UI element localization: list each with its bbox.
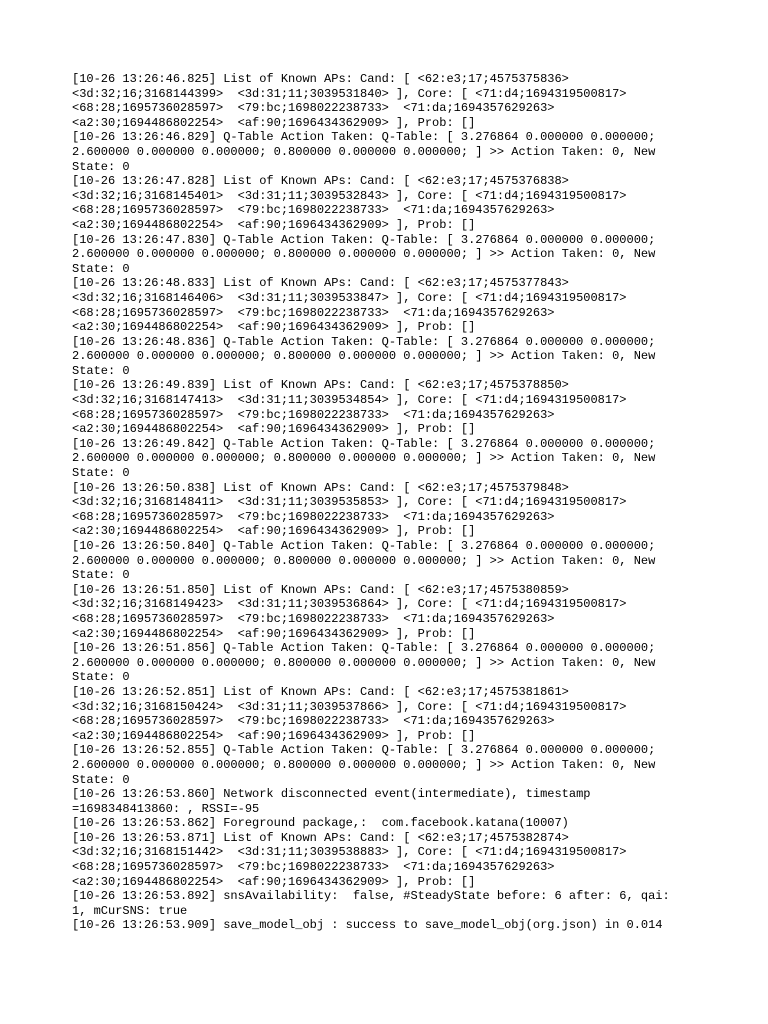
log-line: [10-26 13:26:53.860] Network disconnected event(intermediate), timestamp <box>72 787 591 802</box>
log-line: <3d:32;16;3168148411> <3d:31;11;3039535853> ], Core: [ <71:d4;1694319500817> <box>72 495 627 510</box>
log-line: <a2:30;1694486802254> <af:90;1696434362909> ], Prob: [] <box>72 217 476 232</box>
log-line: [10-26 13:26:46.825] List of Known APs: Cand: [ <62:e3;17;4575375836> <box>72 72 569 86</box>
log-line: <a2:30;1694486802254> <af:90;1696434362909> ], Prob: [] <box>72 874 476 889</box>
log-line: 2.600000 0.000000 0.000000; 0.800000 0.000000 0.000000; ] >> Action Taken: 0, New <box>72 144 656 159</box>
log-line: <68:28;1695736028597> <79:bc;1698022238733> <71:da;1694357629263> <box>72 305 555 320</box>
log-line: 2.600000 0.000000 0.000000; 0.800000 0.000000 0.000000; ] >> Action Taken: 0, New <box>72 553 656 568</box>
log-line: <68:28;1695736028597> <79:bc;1698022238733> <71:da;1694357629263> <box>72 860 555 875</box>
log-line: [10-26 13:26:49.842] Q-Table Action Taken: Q-Table: [ 3.276864 0.000000 0.000000; <box>72 436 656 451</box>
log-line: <68:28;1695736028597> <79:bc;1698022238733> <71:da;1694357629263> <box>72 203 555 218</box>
log-line: <68:28;1695736028597> <79:bc;1698022238733> <71:da;1694357629263> <box>72 611 555 626</box>
log-line: <3d:32;16;3168146406> <3d:31;11;3039533847> ], Core: [ <71:d4;1694319500817> <box>72 290 627 305</box>
log-line: State: 0 <box>72 466 130 481</box>
log-line: <3d:32;16;3168151442> <3d:31;11;3039538883> ], Core: [ <71:d4;1694319500817> <box>72 845 627 860</box>
log-line: <3d:32;16;3168147413> <3d:31;11;3039534854> ], Core: [ <71:d4;1694319500817> <box>72 393 627 408</box>
log-line: [10-26 13:26:48.836] Q-Table Action Taken: Q-Table: [ 3.276864 0.000000 0.000000; <box>72 334 656 349</box>
log-line: State: 0 <box>72 772 130 787</box>
log-line: <3d:32;16;3168144399> <3d:31;11;3039531840> ], Core: [ <71:d4;1694319500817> <box>72 86 627 101</box>
log-line: [10-26 13:26:47.828] List of Known APs: Cand: [ <62:e3;17;4575376838> <box>72 174 569 189</box>
log-line: [10-26 13:26:52.851] List of Known APs: Cand: [ <62:e3;17;4575381861> <box>72 684 569 699</box>
log-line: [10-26 13:26:48.833] List of Known APs: Cand: [ <62:e3;17;4575377843> <box>72 276 569 291</box>
log-line: [10-26 13:26:46.829] Q-Table Action Taken: Q-Table: [ 3.276864 0.000000 0.000000; <box>72 130 656 145</box>
log-line: [10-26 13:26:53.862] Foreground package,: com.facebook.katana(10007) <box>72 816 569 831</box>
log-line: <68:28;1695736028597> <79:bc;1698022238733> <71:da;1694357629263> <box>72 509 555 524</box>
log-line: 2.600000 0.000000 0.000000; 0.800000 0.000000 0.000000; ] >> Action Taken: 0, New <box>72 349 656 364</box>
log-line: <3d:32;16;3168150424> <3d:31;11;3039537866> ], Core: [ <71:d4;1694319500817> <box>72 699 627 714</box>
log-line: <3d:32;16;3168145401> <3d:31;11;3039532843> ], Core: [ <71:d4;1694319500817> <box>72 188 627 203</box>
log-line: <a2:30;1694486802254> <af:90;1696434362909> ], Prob: [] <box>72 115 476 130</box>
log-line: <a2:30;1694486802254> <af:90;1696434362909> ], Prob: [] <box>72 626 476 641</box>
log-line: <68:28;1695736028597> <79:bc;1698022238733> <71:da;1694357629263> <box>72 101 555 116</box>
log-line: =1698348413860: , RSSI=-95 <box>72 801 260 816</box>
log-page <box>72 72 702 933</box>
log-body <box>72 72 702 933</box>
log-line: State: 0 <box>72 363 130 378</box>
log-line: <68:28;1695736028597> <79:bc;1698022238733> <71:da;1694357629263> <box>72 714 555 729</box>
log-line: 1, mCurSNS: true <box>72 903 188 918</box>
log-line: <a2:30;1694486802254> <af:90;1696434362909> ], Prob: [] <box>72 728 476 743</box>
log-line: [10-26 13:26:51.850] List of Known APs: Cand: [ <62:e3;17;4575380859> <box>72 582 569 597</box>
log-line: [10-26 13:26:53.909] save_model_obj : success to save_model_obj(org.json) in 0.014 <box>72 918 663 933</box>
log-line: <a2:30;1694486802254> <af:90;1696434362909> ], Prob: [] <box>72 320 476 335</box>
log-line: State: 0 <box>72 670 130 685</box>
log-line: 2.600000 0.000000 0.000000; 0.800000 0.000000 0.000000; ] >> Action Taken: 0, New <box>72 451 656 466</box>
log-line: [10-26 13:26:52.855] Q-Table Action Taken: Q-Table: [ 3.276864 0.000000 0.000000; <box>72 743 656 758</box>
log-line: [10-26 13:26:53.892] snsAvailability: false, #SteadyState before: 6 after: 6, qai: <box>72 889 670 904</box>
log-line: <a2:30;1694486802254> <af:90;1696434362909> ], Prob: [] <box>72 422 476 437</box>
log-line: [10-26 13:26:51.856] Q-Table Action Taken: Q-Table: [ 3.276864 0.000000 0.000000; <box>72 641 656 656</box>
log-line: [10-26 13:26:47.830] Q-Table Action Taken: Q-Table: [ 3.276864 0.000000 0.000000; <box>72 232 656 247</box>
log-line: 2.600000 0.000000 0.000000; 0.800000 0.000000 0.000000; ] >> Action Taken: 0, New <box>72 655 656 670</box>
log-line: [10-26 13:26:50.840] Q-Table Action Taken: Q-Table: [ 3.276864 0.000000 0.000000; <box>72 539 656 553</box>
log-line: 2.600000 0.000000 0.000000; 0.800000 0.000000 0.000000; ] >> Action Taken: 0, New <box>72 247 656 262</box>
log-line: [10-26 13:26:49.839] List of Known APs: Cand: [ <62:e3;17;4575378850> <box>72 378 569 393</box>
log-line: <a2:30;1694486802254> <af:90;1696434362909> ], Prob: [] <box>72 524 476 539</box>
log-line: [10-26 13:26:50.838] List of Known APs: Cand: [ <62:e3;17;4575379848> <box>72 480 569 495</box>
log-line: <3d:32;16;3168149423> <3d:31;11;3039536864> ], Core: [ <71:d4;1694319500817> <box>72 597 627 612</box>
log-line: State: 0 <box>72 159 130 174</box>
log-line: [10-26 13:26:53.871] List of Known APs: Cand: [ <62:e3;17;4575382874> <box>72 830 569 845</box>
log-line: <68:28;1695736028597> <79:bc;1698022238733> <71:da;1694357629263> <box>72 407 555 422</box>
log-line: State: 0 <box>72 261 130 276</box>
log-line: State: 0 <box>72 568 130 583</box>
log-line: 2.600000 0.000000 0.000000; 0.800000 0.000000 0.000000; ] >> Action Taken: 0, New <box>72 757 656 772</box>
